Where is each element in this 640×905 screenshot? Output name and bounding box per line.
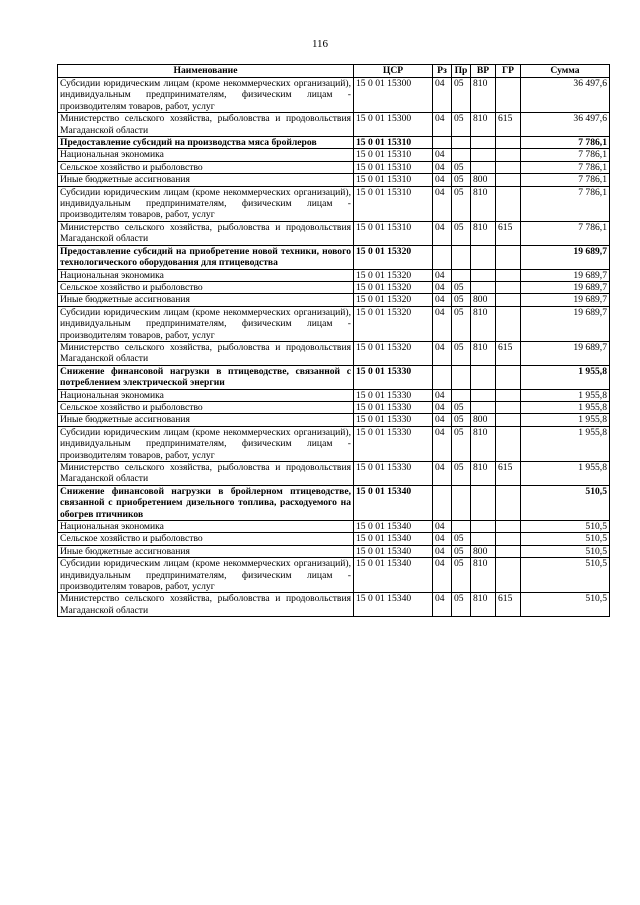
table-body bbox=[58, 78, 610, 617]
cell-csr: 15 0 01 15300 bbox=[354, 113, 433, 137]
cell-pr: 05 bbox=[452, 113, 471, 137]
cell-gr: 615 bbox=[496, 113, 521, 137]
cell-pr: 05 bbox=[452, 462, 471, 486]
cell-gr bbox=[496, 401, 521, 413]
cell-vr: 810 bbox=[471, 593, 496, 617]
cell-sum: 7 786,1 bbox=[521, 137, 610, 149]
table-row bbox=[58, 113, 610, 137]
table-row bbox=[58, 365, 610, 389]
cell-rz: 04 bbox=[433, 389, 452, 401]
cell-csr: 15 0 01 15340 bbox=[354, 485, 433, 520]
cell-gr bbox=[496, 186, 521, 221]
cell-pr: 05 bbox=[452, 174, 471, 186]
cell-vr: 810 bbox=[471, 426, 496, 461]
table-row bbox=[58, 281, 610, 293]
cell-pr: 05 bbox=[452, 186, 471, 221]
cell-pr: 05 bbox=[452, 558, 471, 593]
cell-rz: 04 bbox=[433, 401, 452, 413]
cell-rz: 04 bbox=[433, 269, 452, 281]
budget-table bbox=[57, 64, 610, 617]
cell-rz: 04 bbox=[433, 414, 452, 426]
cell-name: Снижение финансовой нагрузки в птицеводстве, связанной с потреблением электрической энергии bbox=[58, 365, 354, 389]
cell-name: Иные бюджетные ассигнования bbox=[58, 294, 354, 306]
table-row bbox=[58, 558, 610, 593]
cell-vr: 810 bbox=[471, 306, 496, 341]
cell-vr bbox=[471, 365, 496, 389]
cell-vr: 810 bbox=[471, 462, 496, 486]
cell-sum: 19 689,7 bbox=[521, 281, 610, 293]
cell-sum: 7 786,1 bbox=[521, 186, 610, 221]
cell-sum: 7 786,1 bbox=[521, 149, 610, 161]
cell-rz bbox=[433, 365, 452, 389]
cell-pr bbox=[452, 365, 471, 389]
cell-csr: 15 0 01 15320 bbox=[354, 341, 433, 365]
cell-name: Национальная экономика bbox=[58, 149, 354, 161]
table-row bbox=[58, 389, 610, 401]
cell-sum: 19 689,7 bbox=[521, 294, 610, 306]
cell-pr bbox=[452, 269, 471, 281]
cell-csr: 15 0 01 15330 bbox=[354, 401, 433, 413]
table-row bbox=[58, 161, 610, 173]
cell-csr: 15 0 01 15340 bbox=[354, 533, 433, 545]
cell-sum: 7 786,1 bbox=[521, 161, 610, 173]
cell-vr bbox=[471, 521, 496, 533]
header-name: Наименование bbox=[58, 65, 354, 78]
table-row bbox=[58, 269, 610, 281]
table-row bbox=[58, 414, 610, 426]
cell-sum: 1 955,8 bbox=[521, 426, 610, 461]
cell-pr: 05 bbox=[452, 545, 471, 557]
cell-name: Субсидии юридическим лицам (кроме некоммерческих организаций), индивидуальным предпринимателям, физическим лицам - производителям товаров, работ, услуг bbox=[58, 426, 354, 461]
cell-sum: 19 689,7 bbox=[521, 306, 610, 341]
cell-pr: 05 bbox=[452, 306, 471, 341]
cell-name: Национальная экономика bbox=[58, 521, 354, 533]
cell-pr: 05 bbox=[452, 593, 471, 617]
cell-rz: 04 bbox=[433, 186, 452, 221]
cell-gr bbox=[496, 281, 521, 293]
cell-name: Предоставление субсидий на производства мяса бройлеров bbox=[58, 137, 354, 149]
cell-sum: 510,5 bbox=[521, 593, 610, 617]
cell-name: Субсидии юридическим лицам (кроме некоммерческих организаций), индивидуальным предпринимателям, физическим лицам - производителям товаров, работ, услуг bbox=[58, 558, 354, 593]
cell-csr: 15 0 01 15320 bbox=[354, 306, 433, 341]
cell-csr: 15 0 01 15310 bbox=[354, 161, 433, 173]
cell-sum: 510,5 bbox=[521, 485, 610, 520]
cell-sum: 1 955,8 bbox=[521, 462, 610, 486]
table-row bbox=[58, 485, 610, 520]
cell-gr: 615 bbox=[496, 341, 521, 365]
cell-gr bbox=[496, 269, 521, 281]
cell-name: Иные бюджетные ассигнования bbox=[58, 174, 354, 186]
cell-rz: 04 bbox=[433, 426, 452, 461]
cell-csr: 15 0 01 15320 bbox=[354, 269, 433, 281]
table-row bbox=[58, 306, 610, 341]
cell-name: Национальная экономика bbox=[58, 269, 354, 281]
cell-gr: 615 bbox=[496, 593, 521, 617]
cell-pr bbox=[452, 521, 471, 533]
cell-sum: 510,5 bbox=[521, 533, 610, 545]
cell-gr bbox=[496, 521, 521, 533]
cell-vr bbox=[471, 533, 496, 545]
cell-csr: 15 0 01 15310 bbox=[354, 149, 433, 161]
cell-rz: 04 bbox=[433, 174, 452, 186]
cell-pr: 05 bbox=[452, 414, 471, 426]
table-row bbox=[58, 401, 610, 413]
cell-vr bbox=[471, 269, 496, 281]
cell-gr bbox=[496, 306, 521, 341]
cell-vr: 800 bbox=[471, 545, 496, 557]
table-row bbox=[58, 545, 610, 557]
table-row bbox=[58, 593, 610, 617]
cell-sum: 19 689,7 bbox=[521, 341, 610, 365]
cell-csr: 15 0 01 15330 bbox=[354, 426, 433, 461]
table-row bbox=[58, 294, 610, 306]
cell-name: Министерство сельского хозяйства, рыболовства и продовольствия Магаданской области bbox=[58, 462, 354, 486]
cell-gr bbox=[496, 389, 521, 401]
cell-sum: 7 786,1 bbox=[521, 174, 610, 186]
cell-rz: 04 bbox=[433, 545, 452, 557]
cell-gr bbox=[496, 414, 521, 426]
cell-csr: 15 0 01 15330 bbox=[354, 389, 433, 401]
cell-sum: 19 689,7 bbox=[521, 269, 610, 281]
cell-name: Министерство сельского хозяйства, рыболовства и продовольствия Магаданской области bbox=[58, 341, 354, 365]
cell-vr bbox=[471, 401, 496, 413]
cell-pr bbox=[452, 245, 471, 269]
cell-vr: 810 bbox=[471, 341, 496, 365]
cell-pr: 05 bbox=[452, 341, 471, 365]
cell-csr: 15 0 01 15310 bbox=[354, 174, 433, 186]
cell-csr: 15 0 01 15300 bbox=[354, 78, 433, 113]
header-vr: ВР bbox=[471, 65, 496, 78]
table-row bbox=[58, 78, 610, 113]
cell-gr bbox=[496, 245, 521, 269]
cell-gr bbox=[496, 137, 521, 149]
header-gr: ГР bbox=[496, 65, 521, 78]
cell-pr bbox=[452, 485, 471, 520]
table-row bbox=[58, 521, 610, 533]
header-sum: Сумма bbox=[521, 65, 610, 78]
cell-rz bbox=[433, 245, 452, 269]
cell-sum: 510,5 bbox=[521, 545, 610, 557]
cell-vr bbox=[471, 161, 496, 173]
cell-name: Субсидии юридическим лицам (кроме некоммерческих организаций), индивидуальным предпринимателям, физическим лицам - производителям товаров, работ, услуг bbox=[58, 78, 354, 113]
header-csr: ЦСР bbox=[354, 65, 433, 78]
table-row bbox=[58, 221, 610, 245]
cell-name: Иные бюджетные ассигнования bbox=[58, 545, 354, 557]
cell-name: Министерство сельского хозяйства, рыболовства и продовольствия Магаданской области bbox=[58, 221, 354, 245]
cell-rz: 04 bbox=[433, 341, 452, 365]
cell-csr: 15 0 01 15320 bbox=[354, 245, 433, 269]
cell-sum: 510,5 bbox=[521, 558, 610, 593]
table-row bbox=[58, 174, 610, 186]
cell-sum: 1 955,8 bbox=[521, 389, 610, 401]
cell-csr: 15 0 01 15310 bbox=[354, 186, 433, 221]
table-row bbox=[58, 341, 610, 365]
cell-name: Сельское хозяйство и рыболовство bbox=[58, 281, 354, 293]
cell-gr bbox=[496, 533, 521, 545]
cell-gr bbox=[496, 78, 521, 113]
table-header-row bbox=[58, 65, 610, 78]
cell-pr: 05 bbox=[452, 281, 471, 293]
cell-csr: 15 0 01 15330 bbox=[354, 365, 433, 389]
cell-pr: 05 bbox=[452, 294, 471, 306]
cell-pr: 05 bbox=[452, 426, 471, 461]
cell-pr: 05 bbox=[452, 221, 471, 245]
cell-gr bbox=[496, 485, 521, 520]
cell-gr bbox=[496, 545, 521, 557]
cell-pr bbox=[452, 137, 471, 149]
cell-sum: 36 497,6 bbox=[521, 78, 610, 113]
cell-name: Предоставление субсидий на приобретение новой техники, нового технологического оборудования для птицеводства bbox=[58, 245, 354, 269]
cell-gr bbox=[496, 558, 521, 593]
cell-csr: 15 0 01 15340 bbox=[354, 545, 433, 557]
cell-vr: 800 bbox=[471, 294, 496, 306]
cell-name: Иные бюджетные ассигнования bbox=[58, 414, 354, 426]
cell-csr: 15 0 01 15310 bbox=[354, 137, 433, 149]
table-row bbox=[58, 186, 610, 221]
cell-csr: 15 0 01 15340 bbox=[354, 558, 433, 593]
cell-vr: 800 bbox=[471, 174, 496, 186]
cell-pr: 05 bbox=[452, 78, 471, 113]
cell-rz bbox=[433, 485, 452, 520]
header-pr: Пр bbox=[452, 65, 471, 78]
cell-gr: 615 bbox=[496, 221, 521, 245]
table-row bbox=[58, 137, 610, 149]
cell-rz: 04 bbox=[433, 593, 452, 617]
cell-rz: 04 bbox=[433, 306, 452, 341]
cell-vr bbox=[471, 149, 496, 161]
cell-pr bbox=[452, 389, 471, 401]
cell-vr: 800 bbox=[471, 414, 496, 426]
table-row bbox=[58, 245, 610, 269]
cell-name: Сельское хозяйство и рыболовство bbox=[58, 161, 354, 173]
cell-name: Министерство сельского хозяйства, рыболовства и продовольствия Магаданской области bbox=[58, 113, 354, 137]
cell-vr: 810 bbox=[471, 113, 496, 137]
cell-vr: 810 bbox=[471, 558, 496, 593]
cell-rz: 04 bbox=[433, 558, 452, 593]
cell-vr bbox=[471, 281, 496, 293]
table-row bbox=[58, 149, 610, 161]
cell-vr bbox=[471, 389, 496, 401]
cell-csr: 15 0 01 15340 bbox=[354, 593, 433, 617]
cell-name: Сельское хозяйство и рыболовство bbox=[58, 401, 354, 413]
cell-vr bbox=[471, 137, 496, 149]
cell-gr bbox=[496, 149, 521, 161]
cell-csr: 15 0 01 15310 bbox=[354, 221, 433, 245]
cell-rz: 04 bbox=[433, 294, 452, 306]
cell-name: Субсидии юридическим лицам (кроме некоммерческих организаций), индивидуальным предпринимателям, физическим лицам - производителям товаров, работ, услуг bbox=[58, 306, 354, 341]
cell-csr: 15 0 01 15340 bbox=[354, 521, 433, 533]
cell-rz: 04 bbox=[433, 149, 452, 161]
cell-vr: 810 bbox=[471, 78, 496, 113]
cell-name: Министерство сельского хозяйства, рыболовства и продовольствия Магаданской области bbox=[58, 593, 354, 617]
cell-vr bbox=[471, 245, 496, 269]
cell-rz: 04 bbox=[433, 521, 452, 533]
cell-rz: 04 bbox=[433, 78, 452, 113]
cell-csr: 15 0 01 15320 bbox=[354, 294, 433, 306]
cell-rz: 04 bbox=[433, 462, 452, 486]
cell-sum: 1 955,8 bbox=[521, 365, 610, 389]
cell-gr bbox=[496, 426, 521, 461]
cell-sum: 19 689,7 bbox=[521, 245, 610, 269]
page-number: 116 bbox=[311, 38, 329, 50]
cell-gr: 615 bbox=[496, 462, 521, 486]
cell-sum: 36 497,6 bbox=[521, 113, 610, 137]
cell-pr: 05 bbox=[452, 401, 471, 413]
cell-pr: 05 bbox=[452, 161, 471, 173]
cell-gr bbox=[496, 294, 521, 306]
cell-name: Снижение финансовой нагрузки в бройлерном птицеводстве, связанной с приобретением дизельного топлива, расходуемого на обогрев птичников bbox=[58, 485, 354, 520]
cell-vr: 810 bbox=[471, 186, 496, 221]
cell-rz: 04 bbox=[433, 113, 452, 137]
cell-gr bbox=[496, 174, 521, 186]
cell-csr: 15 0 01 15320 bbox=[354, 281, 433, 293]
cell-rz: 04 bbox=[433, 533, 452, 545]
header-rz: Рз bbox=[433, 65, 452, 78]
cell-pr bbox=[452, 149, 471, 161]
cell-sum: 7 786,1 bbox=[521, 221, 610, 245]
table-row bbox=[58, 462, 610, 486]
cell-rz: 04 bbox=[433, 161, 452, 173]
cell-sum: 1 955,8 bbox=[521, 414, 610, 426]
cell-name: Национальная экономика bbox=[58, 389, 354, 401]
cell-name: Сельское хозяйство и рыболовство bbox=[58, 533, 354, 545]
cell-gr bbox=[496, 161, 521, 173]
cell-gr bbox=[496, 365, 521, 389]
cell-csr: 15 0 01 15330 bbox=[354, 462, 433, 486]
cell-vr bbox=[471, 485, 496, 520]
cell-csr: 15 0 01 15330 bbox=[354, 414, 433, 426]
table-row bbox=[58, 426, 610, 461]
cell-rz: 04 bbox=[433, 221, 452, 245]
cell-rz: 04 bbox=[433, 281, 452, 293]
table-row bbox=[58, 533, 610, 545]
cell-vr: 810 bbox=[471, 221, 496, 245]
cell-name: Субсидии юридическим лицам (кроме некоммерческих организаций), индивидуальным предпринимателям, физическим лицам - производителям товаров, работ, услуг bbox=[58, 186, 354, 221]
cell-sum: 510,5 bbox=[521, 521, 610, 533]
cell-rz bbox=[433, 137, 452, 149]
cell-sum: 1 955,8 bbox=[521, 401, 610, 413]
cell-pr: 05 bbox=[452, 533, 471, 545]
